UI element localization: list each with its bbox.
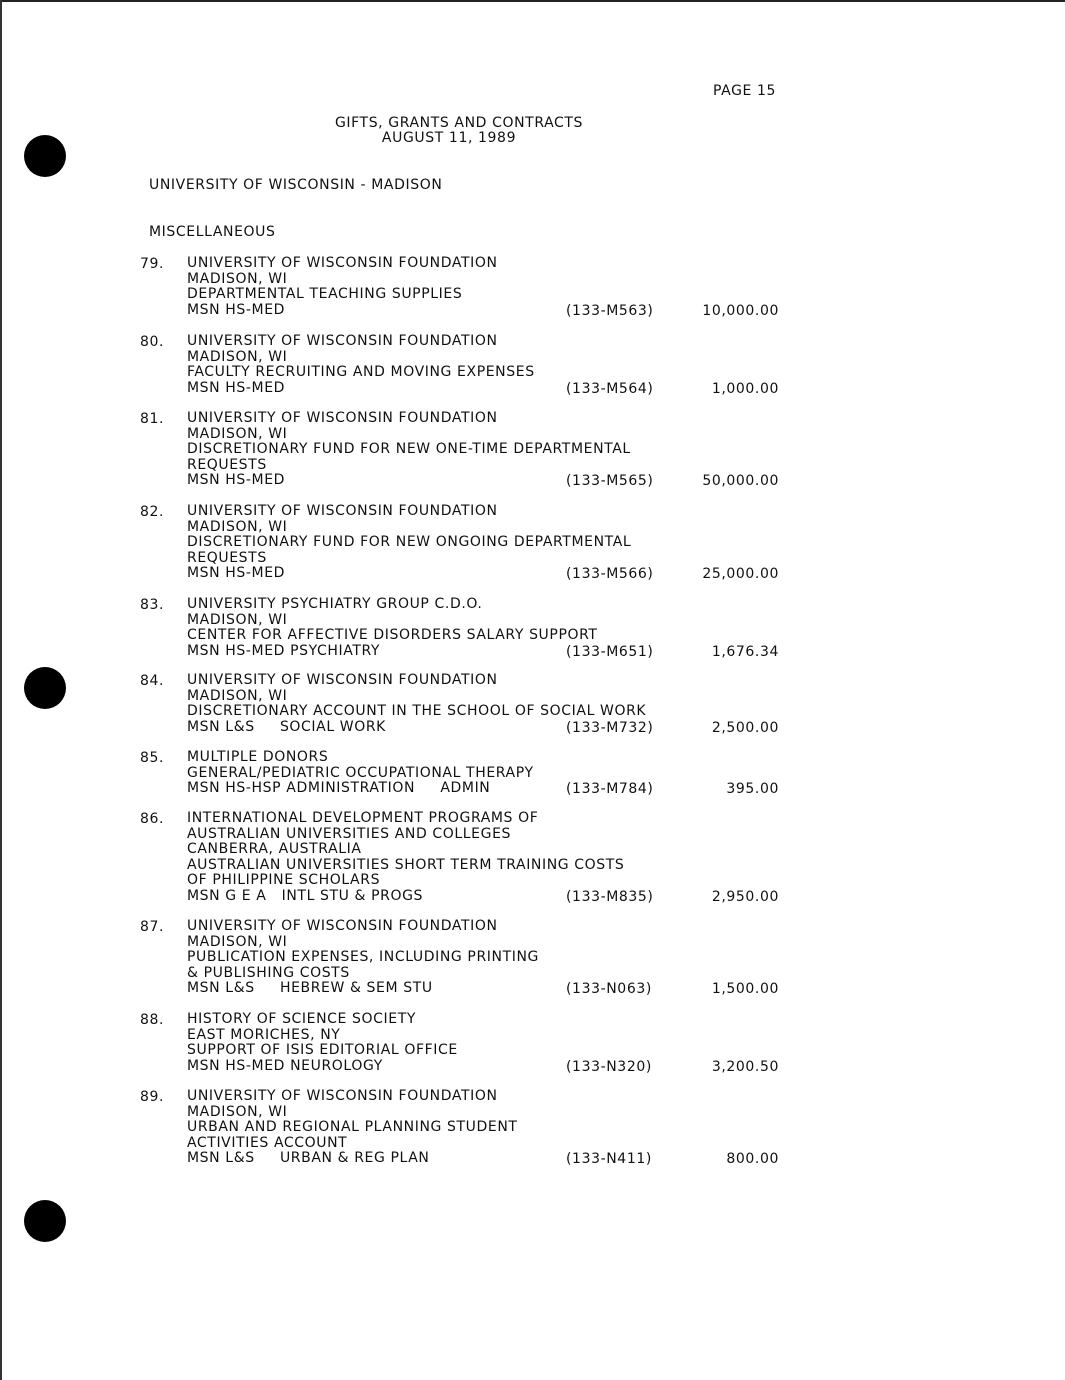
scan-top-edge (0, 0, 1065, 2)
entry-number: 87. (140, 919, 165, 935)
grant-amount: 1,000.00 (711, 380, 779, 397)
entry-line: MADISON, WI (187, 425, 288, 442)
entry-line: AUSTRALIAN UNIVERSITIES AND COLLEGES (187, 825, 512, 842)
entry-number: 83. (140, 597, 165, 613)
entry-line: EAST MORICHES, NY (187, 1026, 341, 1043)
grant-amount: 395.00 (726, 781, 779, 797)
entry-number: 81. (140, 411, 165, 427)
entry-number: 84. (140, 673, 165, 689)
entry-line: UNIVERSITY OF WISCONSIN FOUNDATION (187, 1088, 498, 1104)
entry-line: MSN HS-MED NEUROLOGY (187, 1057, 383, 1074)
entry-line: MADISON, WI (187, 611, 288, 628)
entry-line: MADISON, WI (187, 270, 288, 287)
entry-line: CENTER FOR AFFECTIVE DISORDERS SALARY SUPPORT (187, 627, 598, 643)
entry-line: AUSTRALIAN UNIVERSITIES SHORT TERM TRAINING COSTS (187, 856, 625, 873)
institution-heading: UNIVERSITY OF WISCONSIN - MADISON (149, 177, 443, 193)
entry-line: MADISON, WI (187, 348, 288, 365)
entry-line: MSN L&S HEBREW & SEM STU (187, 980, 433, 996)
entry-line: MSN L&S URBAN & REG PLAN (187, 1150, 430, 1166)
entry-line: DISCRETIONARY FUND FOR NEW ONE-TIME DEPARTMENTAL (187, 441, 631, 457)
account-code: (133-M564) (566, 380, 654, 397)
entry-line: MSN HS-MED PSYCHIATRY (187, 642, 381, 659)
entry-line: FACULTY RECRUITING AND MOVING EXPENSES (187, 364, 535, 380)
entry-line: UNIVERSITY PSYCHIATRY GROUP C.D.O. (187, 596, 483, 612)
entry-line: UNIVERSITY OF WISCONSIN FOUNDATION (187, 255, 498, 271)
section-heading: MISCELLANEOUS (149, 224, 276, 240)
entry-line: MADISON, WI (187, 1103, 288, 1120)
entry-line: MSN HS-MED (187, 301, 286, 318)
entry-line: MSN HS-HSP ADMINISTRATION ADMIN (187, 780, 491, 796)
entry-line: UNIVERSITY OF WISCONSIN FOUNDATION (187, 410, 498, 426)
entry-line: MADISON, WI (187, 933, 288, 950)
entry-line: MSN HS-MED (187, 379, 286, 396)
entry-line: OF PHILIPPINE SCHOLARS (187, 872, 381, 888)
entry-line: MSN HS-MED (187, 472, 286, 488)
account-code: (133-M566) (566, 566, 654, 582)
entry-line: MADISON, WI (187, 518, 288, 535)
entry-line: GENERAL/PEDIATRIC OCCUPATIONAL THERAPY (187, 764, 534, 781)
entry-line: INTERNATIONAL DEVELOPMENT PROGRAMS OF (187, 810, 539, 826)
account-code: (133-M651) (566, 643, 654, 660)
entry-line: UNIVERSITY OF WISCONSIN FOUNDATION (187, 503, 498, 519)
entry-line: MSN G E A INTL STU & PROGS (187, 887, 424, 904)
account-code: (133-N411) (566, 1151, 652, 1167)
punch-hole-middle (24, 667, 66, 709)
entry-number: 82. (140, 504, 165, 520)
entry-line: UNIVERSITY OF WISCONSIN FOUNDATION (187, 918, 498, 934)
entry-line: HISTORY OF SCIENCE SOCIETY (187, 1011, 417, 1027)
account-code: (133-N320) (566, 1058, 652, 1075)
entry-line: REQUESTS (187, 456, 267, 473)
entry-line: ACTIVITIES ACCOUNT (187, 1134, 348, 1151)
entry-line: MSN L&S SOCIAL WORK (187, 718, 386, 735)
punch-hole-bottom (24, 1200, 66, 1242)
entry-line: URBAN AND REGIONAL PLANNING STUDENT (187, 1119, 518, 1135)
grant-amount: 1,676.34 (711, 643, 779, 660)
grant-amount: 1,500.00 (711, 981, 779, 997)
account-code: (133-M835) (566, 888, 654, 905)
entry-number: 85. (140, 750, 165, 766)
entry-line: MULTIPLE DONORS (187, 749, 329, 765)
entry-line: DISCRETIONARY ACCOUNT IN THE SCHOOL OF SOCIAL WORK (187, 703, 647, 719)
account-code: (133-M732) (566, 719, 654, 736)
entry-number: 86. (140, 811, 165, 827)
document-date: AUGUST 11, 1989 (381, 130, 517, 146)
entry-line: SUPPORT OF ISIS EDITORIAL OFFICE (187, 1042, 458, 1058)
entry-number: 88. (140, 1012, 165, 1028)
entry-number: 80. (140, 334, 165, 350)
entry-line: UNIVERSITY OF WISCONSIN FOUNDATION (187, 333, 498, 349)
grant-amount: 10,000.00 (702, 302, 779, 319)
entry-line: CANBERRA, AUSTRALIA (187, 841, 362, 857)
account-code: (133-N063) (566, 981, 652, 997)
account-code: (133-M784) (566, 781, 654, 797)
entry-line: MADISON, WI (187, 687, 288, 704)
scan-left-edge (0, 0, 2, 1380)
grant-amount: 800.00 (726, 1151, 779, 1167)
entry-line: DISCRETIONARY FUND FOR NEW ONGOING DEPARTMENTAL (187, 534, 632, 550)
entry-line: DEPARTMENTAL TEACHING SUPPLIES (187, 286, 463, 302)
grant-amount: 2,950.00 (711, 888, 779, 905)
entry-number: 79. (140, 256, 165, 272)
account-code: (133-M565) (566, 473, 654, 489)
entry-line: REQUESTS (187, 549, 267, 566)
grant-amount: 3,200.50 (711, 1058, 779, 1075)
page-number: PAGE 15 (713, 83, 777, 99)
document-title: GIFTS, GRANTS AND CONTRACTS (334, 115, 584, 131)
grant-amount: 25,000.00 (702, 566, 779, 582)
grant-amount: 50,000.00 (702, 473, 779, 489)
entry-line: PUBLICATION EXPENSES, INCLUDING PRINTING (187, 949, 540, 965)
account-code: (133-M563) (566, 302, 654, 319)
entry-line: MSN HS-MED (187, 565, 286, 581)
entry-line: & PUBLISHING COSTS (187, 964, 350, 981)
entry-number: 89. (140, 1089, 165, 1105)
entry-line: UNIVERSITY OF WISCONSIN FOUNDATION (187, 672, 498, 688)
grant-amount: 2,500.00 (711, 719, 779, 736)
